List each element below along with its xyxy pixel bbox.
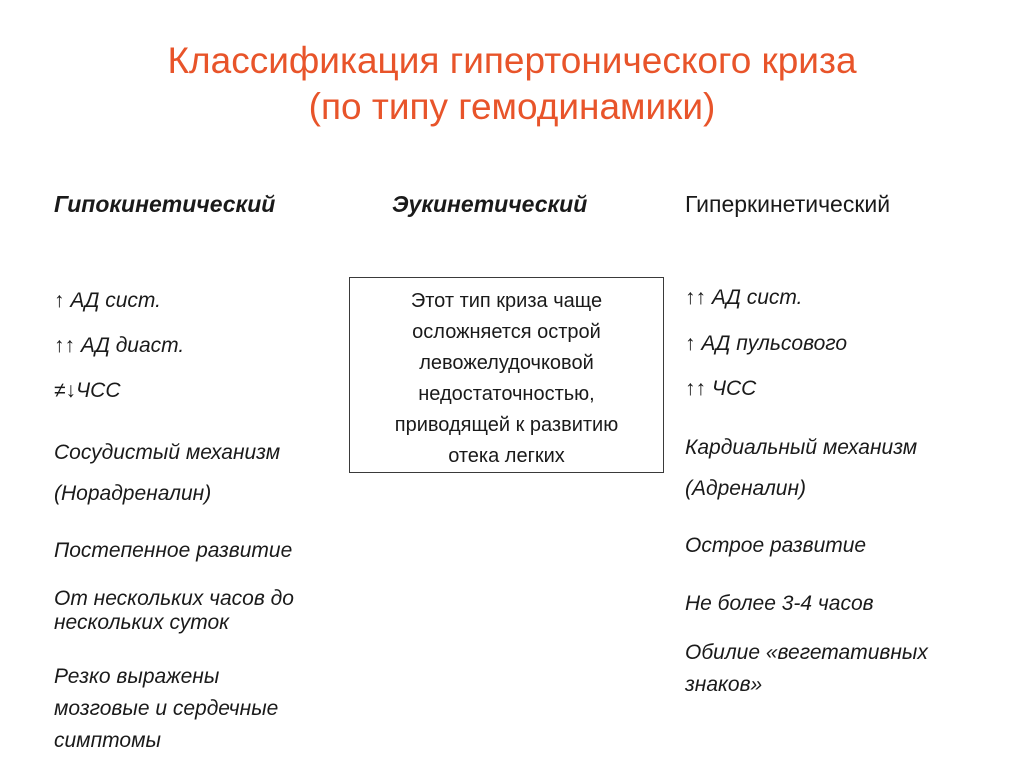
eukinetic-note-box — [349, 277, 664, 473]
slide-title-line-2: (по типу гемодинамики) — [308, 86, 716, 127]
hypokinetic-header: Гипокинетический — [54, 191, 276, 217]
hypo-item-dbp: ↑↑ АД диаст. — [54, 334, 185, 357]
eukinetic-note-line: левожелудочковой — [419, 352, 594, 374]
slide-title-line-1: Классификация гипертонического криза — [167, 40, 857, 81]
hypo-item-hr: ≠↓ЧСС — [54, 379, 121, 402]
eukinetic-note-line: недостаточностью, — [418, 383, 595, 405]
hypo-item-symptoms-2: мозговые и сердечные — [54, 697, 279, 720]
hyper-item-mechanism: Кардиальный механизм — [685, 436, 918, 459]
hyper-item-duration: Не более 3-4 часов — [685, 592, 874, 615]
hyper-item-onset: Острое развитие — [685, 534, 867, 557]
eukinetic-note-line: отека легких — [448, 445, 565, 467]
hypo-item-symptoms-3: симптомы — [54, 729, 161, 752]
hypo-item-mechanism: Сосудистый механизм — [54, 441, 281, 464]
eukinetic-header: Эукинетический — [392, 191, 588, 217]
hyper-item-sbp: ↑↑ АД сист. — [685, 286, 803, 309]
hyper-item-hormone: (Адреналин) — [685, 477, 807, 500]
hypo-item-duration-2: нескольких суток — [54, 611, 230, 634]
hypo-item-sbp: ↑ АД сист. — [54, 289, 161, 312]
eukinetic-note-line: приводящей к развитию — [394, 414, 619, 436]
hypo-item-hormone: (Норадреналин) — [54, 482, 212, 505]
hyper-item-vegetative-2: знаков» — [685, 673, 763, 696]
hyperkinetic-header: Гиперкинетический — [685, 191, 891, 217]
hyper-item-pulse-pressure: ↑ АД пульсового — [685, 332, 848, 355]
hyper-item-vegetative-1: Обилие «вегетативных — [685, 641, 928, 664]
eukinetic-note-line: осложняется острой — [412, 321, 601, 343]
hypo-item-onset: Постепенное развитие — [54, 539, 293, 562]
hypo-item-symptoms-1: Резко выражены — [54, 665, 220, 688]
hypo-item-duration-1: От нескольких часов до — [54, 587, 294, 610]
hyper-item-hr: ↑↑ ЧСС — [685, 377, 757, 400]
eukinetic-note-line: Этот тип криза чаще — [410, 290, 603, 312]
